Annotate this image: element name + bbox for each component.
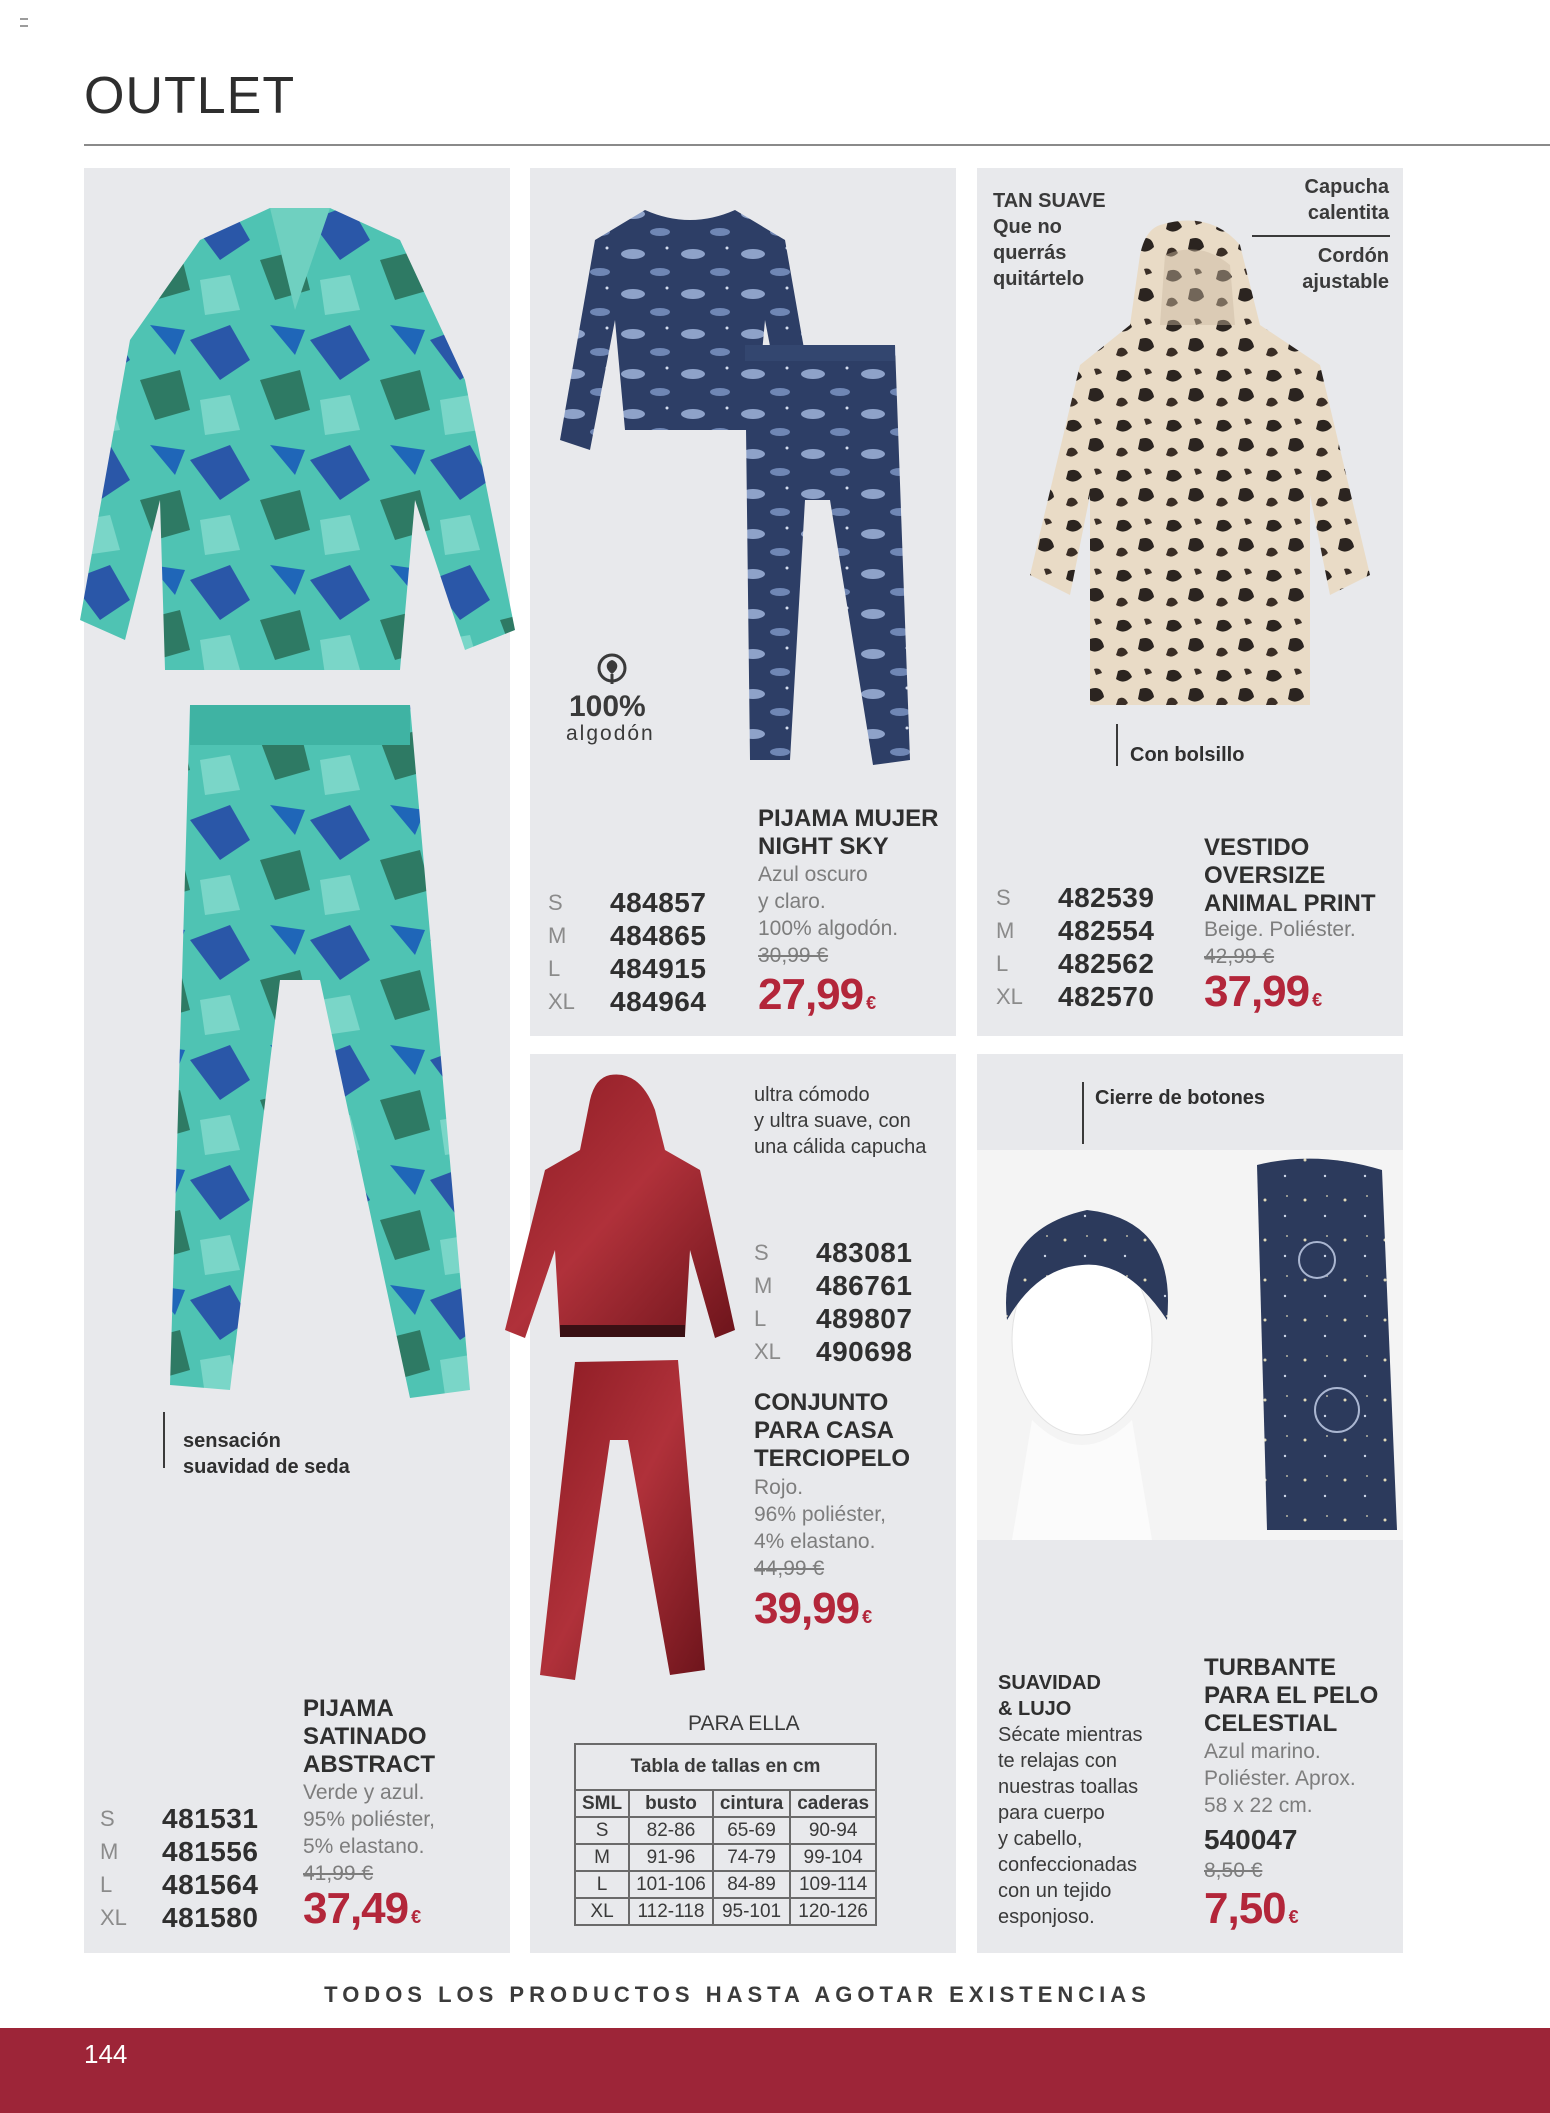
abstract-pajama-image (70, 200, 530, 1410)
turban-promo-text: Sécate mientras te relajas con nuestras toallas para cuerpo y cabello, confeccionadas con un tejido esponjoso. (998, 1724, 1143, 1928)
animal-callout-soft: TAN SUAVE Que no querrás quitártelo (993, 190, 1106, 290)
turban-product-code: 540047 (1204, 1824, 1298, 1855)
cotton-flower-icon (590, 652, 634, 688)
footer-disclaimer: TODOS LOS PRODUCTOS HASTA AGOTAR EXISTENCIAS (324, 1982, 1151, 2007)
turban-description: Azul marino. Poliéster. Aprox. 58 x 22 cm. (1204, 1740, 1356, 1817)
size-table-caption: Tabla de tallas en cm (575, 1744, 876, 1790)
nightsky-price: 27,99 € (758, 970, 876, 1019)
nightsky-description: Azul oscuro y claro. 100% algodón. 30,99 € (758, 863, 899, 967)
page-number: 144 (84, 2039, 128, 2069)
velvet-note: ultra cómodo y ultra suave, con una cálida capucha (754, 1084, 927, 1158)
cotton-label: algodón (566, 722, 655, 745)
animal-callout-divider (1252, 235, 1390, 237)
turban-product-name: TURBANTE PARA EL PELO CELESTIAL (1204, 1654, 1379, 1737)
turban-price: 7,50 € (1204, 1884, 1298, 1933)
turban-image (977, 1150, 1403, 1540)
size-table-header: cintura (713, 1790, 790, 1817)
size-table-header: busto (629, 1790, 713, 1817)
size-table (574, 1743, 877, 1926)
abstract-description: Verde y azul. 95% poliéster, 5% elastano. 41,99 € (303, 1781, 435, 1885)
size-table-row: M 91-96 74-79 99-104 (575, 1844, 876, 1871)
title-divider (84, 144, 1550, 146)
menu-mark-icon (20, 18, 28, 27)
turban-closure-note: Cierre de botones (1095, 1087, 1266, 1109)
nightsky-size-codes: S 484857 M 484865 L 484915 XL 484964 (548, 887, 707, 1017)
velvet-product-name: CONJUNTO PARA CASA TERCIOPELO (754, 1389, 911, 1472)
size-table-header: SML (575, 1790, 629, 1817)
animal-size-codes: S 482539 M 482554 L 482562 XL 482570 (996, 882, 1155, 1012)
note-line (163, 1412, 165, 1468)
turban-old-price-wrap (1204, 1857, 1262, 1884)
closure-line (1082, 1082, 1084, 1144)
velvet-old-price: 44,99 € (754, 1557, 825, 1580)
animal-product-name: VESTIDO OVERSIZE ANIMAL PRINT (1204, 834, 1376, 917)
animal-pocket-line (1116, 724, 1118, 766)
nightsky-product-name: PIJAMA MUJER NIGHT SKY (758, 805, 939, 860)
animal-callout-pocket: Con bolsillo (1130, 744, 1245, 766)
size-table-header: caderas (790, 1790, 876, 1817)
turban-old-price: 8,50 € (1204, 1859, 1263, 1882)
velvet-size-codes: S 483081 M 486761 L 489807 XL 490698 (754, 1237, 913, 1367)
abstract-old-price: 41,99 € (303, 1862, 374, 1885)
size-table-row: L 101-106 84-89 109-114 (575, 1871, 876, 1898)
abstract-size-codes: S 481531 M 481556 L 481564 XL 481580 (100, 1803, 259, 1933)
size-table-row: S 82-86 65-69 90-94 (575, 1817, 876, 1844)
turban-promo-title: SUAVIDAD & LUJO (998, 1672, 1101, 1720)
animal-price: 37,99 € (1204, 967, 1322, 1016)
page-title: OUTLET (84, 67, 296, 125)
animal-description: Beige. Poliéster. 42,99 € (1204, 918, 1356, 968)
animal-old-price: 42,99 € (1204, 945, 1275, 968)
velvet-set-image (500, 1070, 740, 1690)
size-table-label: PARA ELLA (688, 1712, 800, 1735)
cotton-percent: 100% (569, 690, 646, 723)
animal-callout-hood: Capucha calentita (1304, 176, 1389, 224)
abstract-note: sensación suavidad de seda (183, 1430, 350, 1478)
footer-bar (0, 2028, 1550, 2113)
abstract-product-name: PIJAMA SATINADO ABSTRACT (303, 1695, 435, 1778)
velvet-description: Rojo. 96% poliéster, 4% elastano. 44,99 € (754, 1476, 886, 1580)
velvet-price: 39,99 € (754, 1584, 872, 1633)
size-table-row: XL 112-118 95-101 120-126 (575, 1898, 876, 1925)
nightsky-old-price: 30,99 € (758, 944, 829, 967)
abstract-price: 37,49 € (303, 1884, 421, 1933)
animal-callout-cord: Cordón ajustable (1302, 245, 1389, 293)
